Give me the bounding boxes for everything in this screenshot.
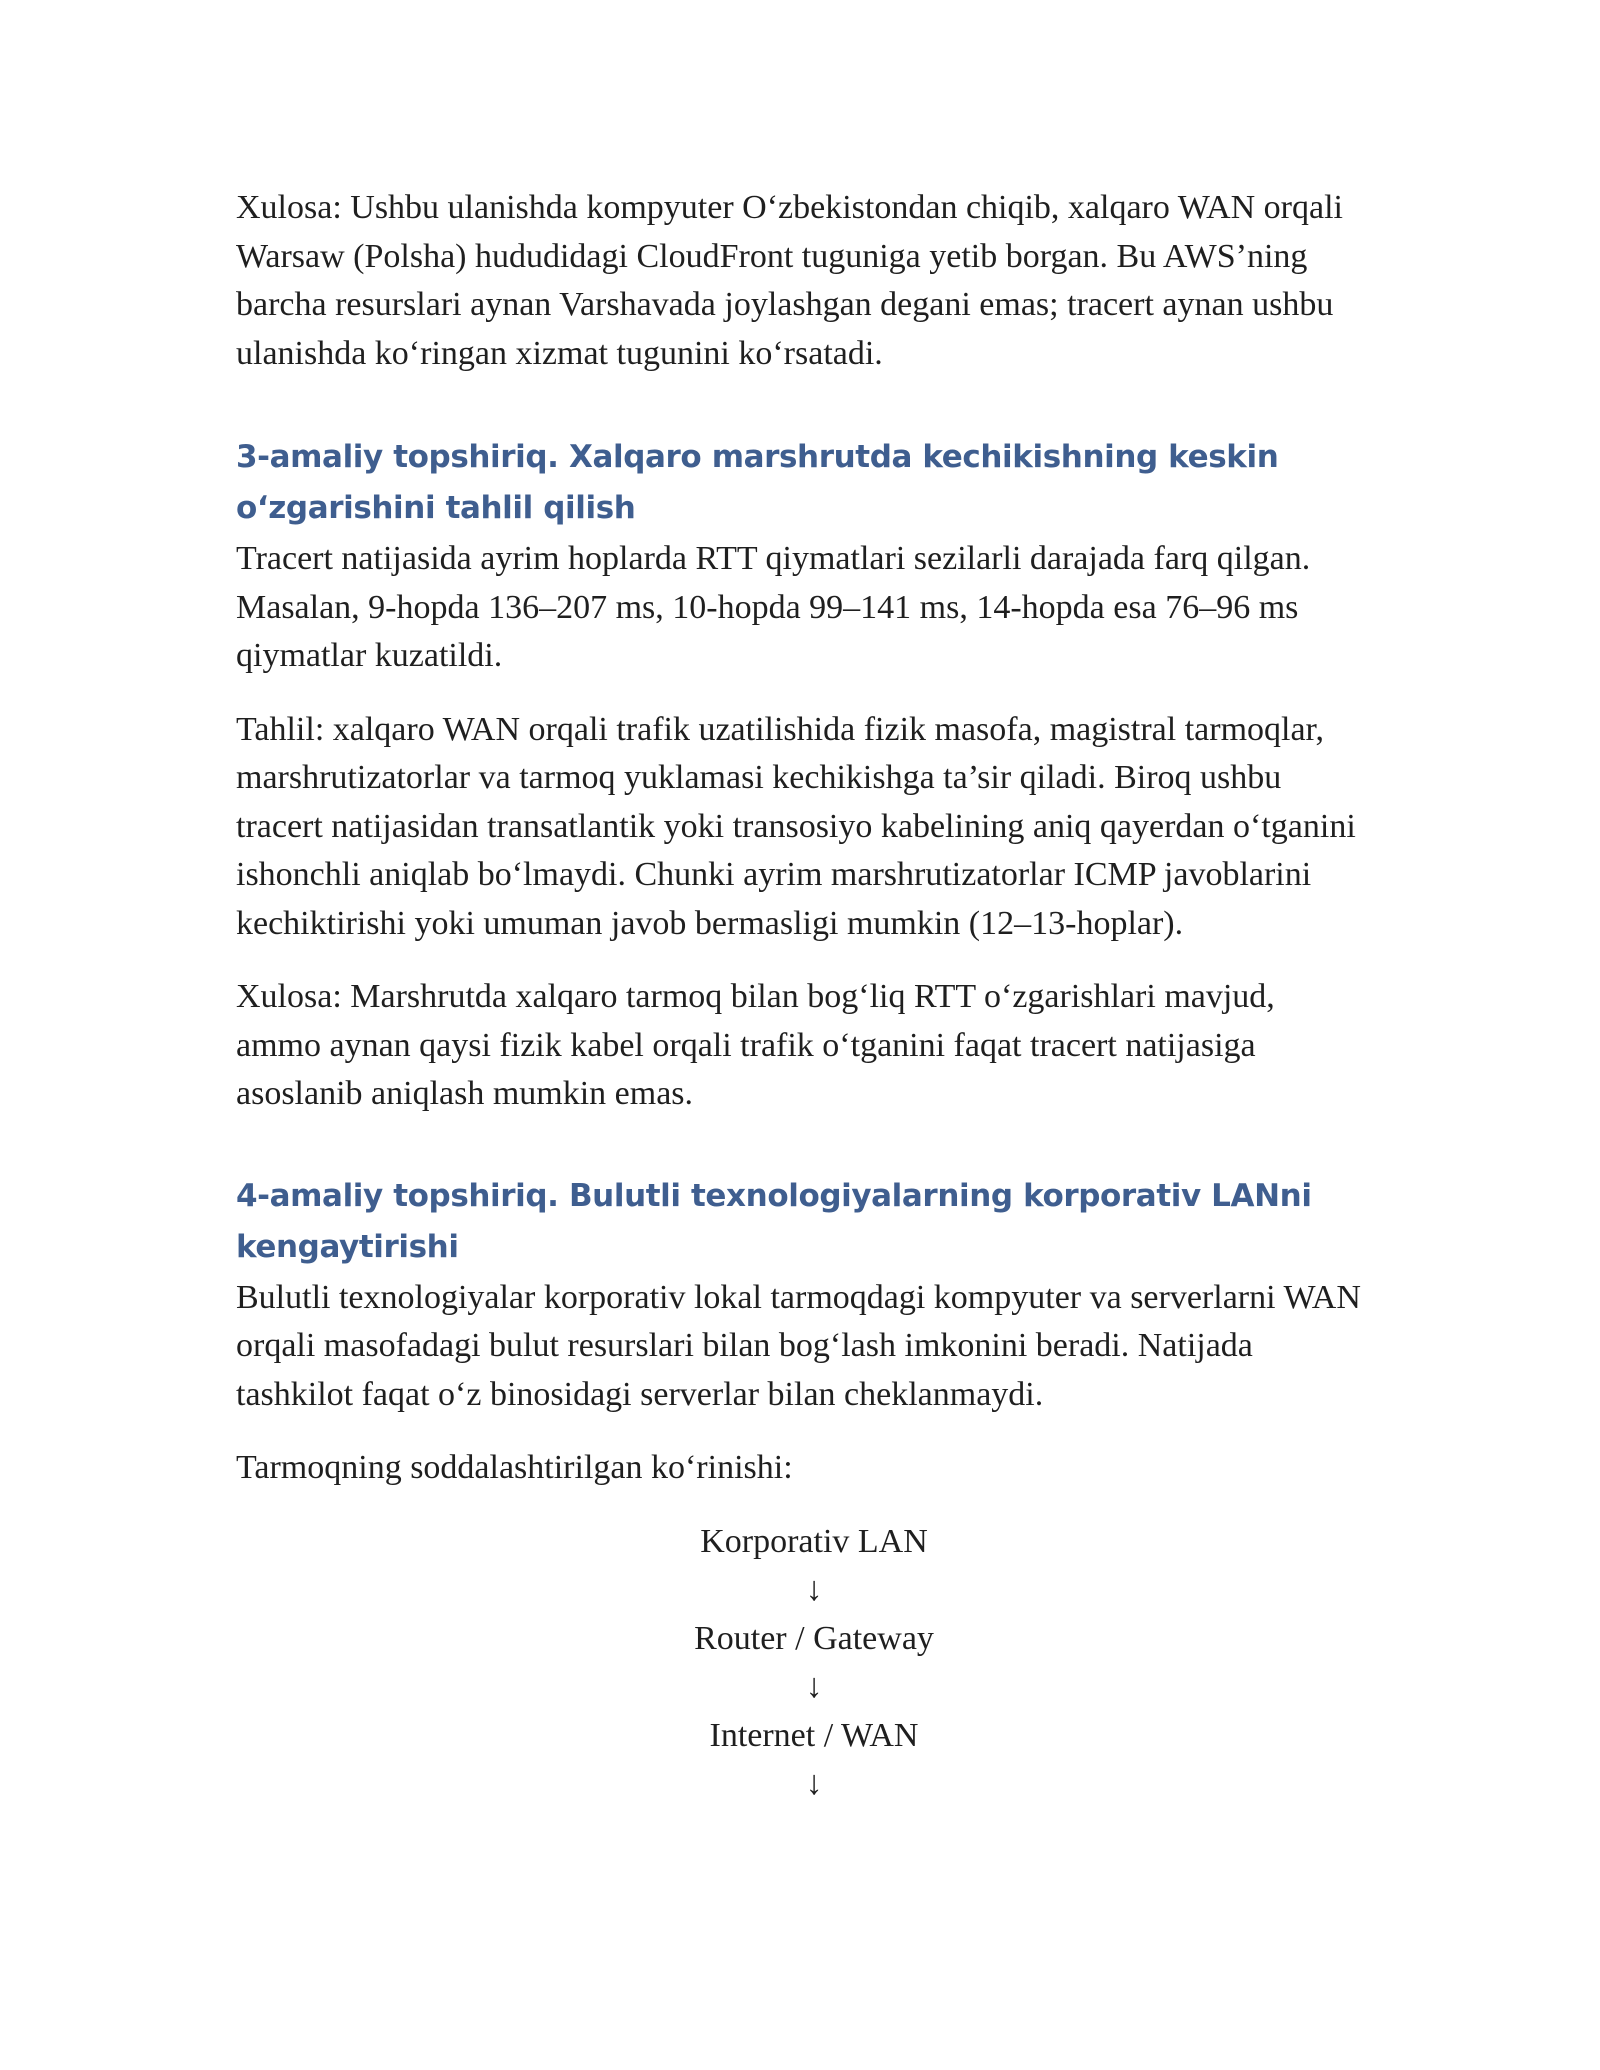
down-arrow-icon: ↓ — [805, 1668, 823, 1705]
section3-paragraph1: Tracert natijasida ayrim hoplarda RTT qiymatlari sezilarli darajada farq qilgan. Masalan, 9-hopda 136–207 ms, 10-hopda 99–141 ms, 14-hopda esa 76–96 ms qiymatlar kuzatildi. — [236, 540, 1311, 674]
document-content — [236, 184, 1366, 1809]
network-diagram — [236, 1518, 1392, 1809]
down-arrow-icon: ↓ — [805, 1571, 823, 1608]
section3-heading: 3-amaliy topshiriq. Xalqaro marshrutda kechikishning keskin o‘zgarishini tahlil qilish — [236, 439, 1279, 526]
diagram-node-internet-wan: Internet / WAN — [709, 1716, 919, 1754]
section4-heading: 4-amaliy topshiriq. Bulutli texnologiyalarning korporativ LANni kengaytirishi — [236, 1177, 1312, 1265]
section3-conclusion: Xulosa: Marshrutda xalqaro tarmoq bilan bog‘liq RTT o‘zgarishlari mavjud, ammo aynan qaysi fizik kabel orqali trafik o‘tganini faqat tracert natijasiga asoslanib aniqlash mumkin emas. — [236, 978, 1275, 1112]
section2-conclusion: Xulosa: Ushbu ulanishda kompyuter O‘zbekistondan chiqib, xalqaro WAN orqali Warsaw (Polsha) hududidagi CloudFront tuguniga yetib borgan. Bu AWS’ning barcha resurslari aynan Varshavada joylashgan degani emas; tracert aynan ushbu ulanishda ko‘ringan xizmat tugunini ko‘rsatadi. — [236, 189, 1343, 372]
diagram-node-corporate-lan: Korporativ LAN — [700, 1522, 928, 1560]
down-arrow-icon: ↓ — [805, 1765, 823, 1802]
section4-paragraph1: Bulutli texnologiyalar korporativ lokal tarmoqdagi kompyuter va serverlarni WAN orqali masofadagi bulut resurslari bilan bog‘lash imkonini beradi. Natijada tashkilot faqat o‘z binosidagi serverlar bilan cheklanmaydi. — [236, 1278, 1361, 1413]
diagram-node-router-gateway: Router / Gateway — [694, 1619, 934, 1657]
section3-paragraph2: Tahlil: xalqaro WAN orqali trafik uzatilishida fizik masofa, magistral tarmoqlar, marshrutizatorlar va tarmoq yuklamasi kechikishga ta’sir qiladi. Biroq ushbu tracert natijasidan transatlantik yoki transosiyo kabelining aniq qayerdan o‘tganini ishonchli aniqlab bo‘lmaydi. Chunki ayrim marshrutizatorlar ICMP javoblarini kechiktirishi yoki umuman javob bermasligi mumkin (12–13-hoplar). — [236, 710, 1356, 942]
section4-paragraph2: Tarmoqning soddalashtirilgan ko‘rinishi: — [236, 1449, 793, 1486]
